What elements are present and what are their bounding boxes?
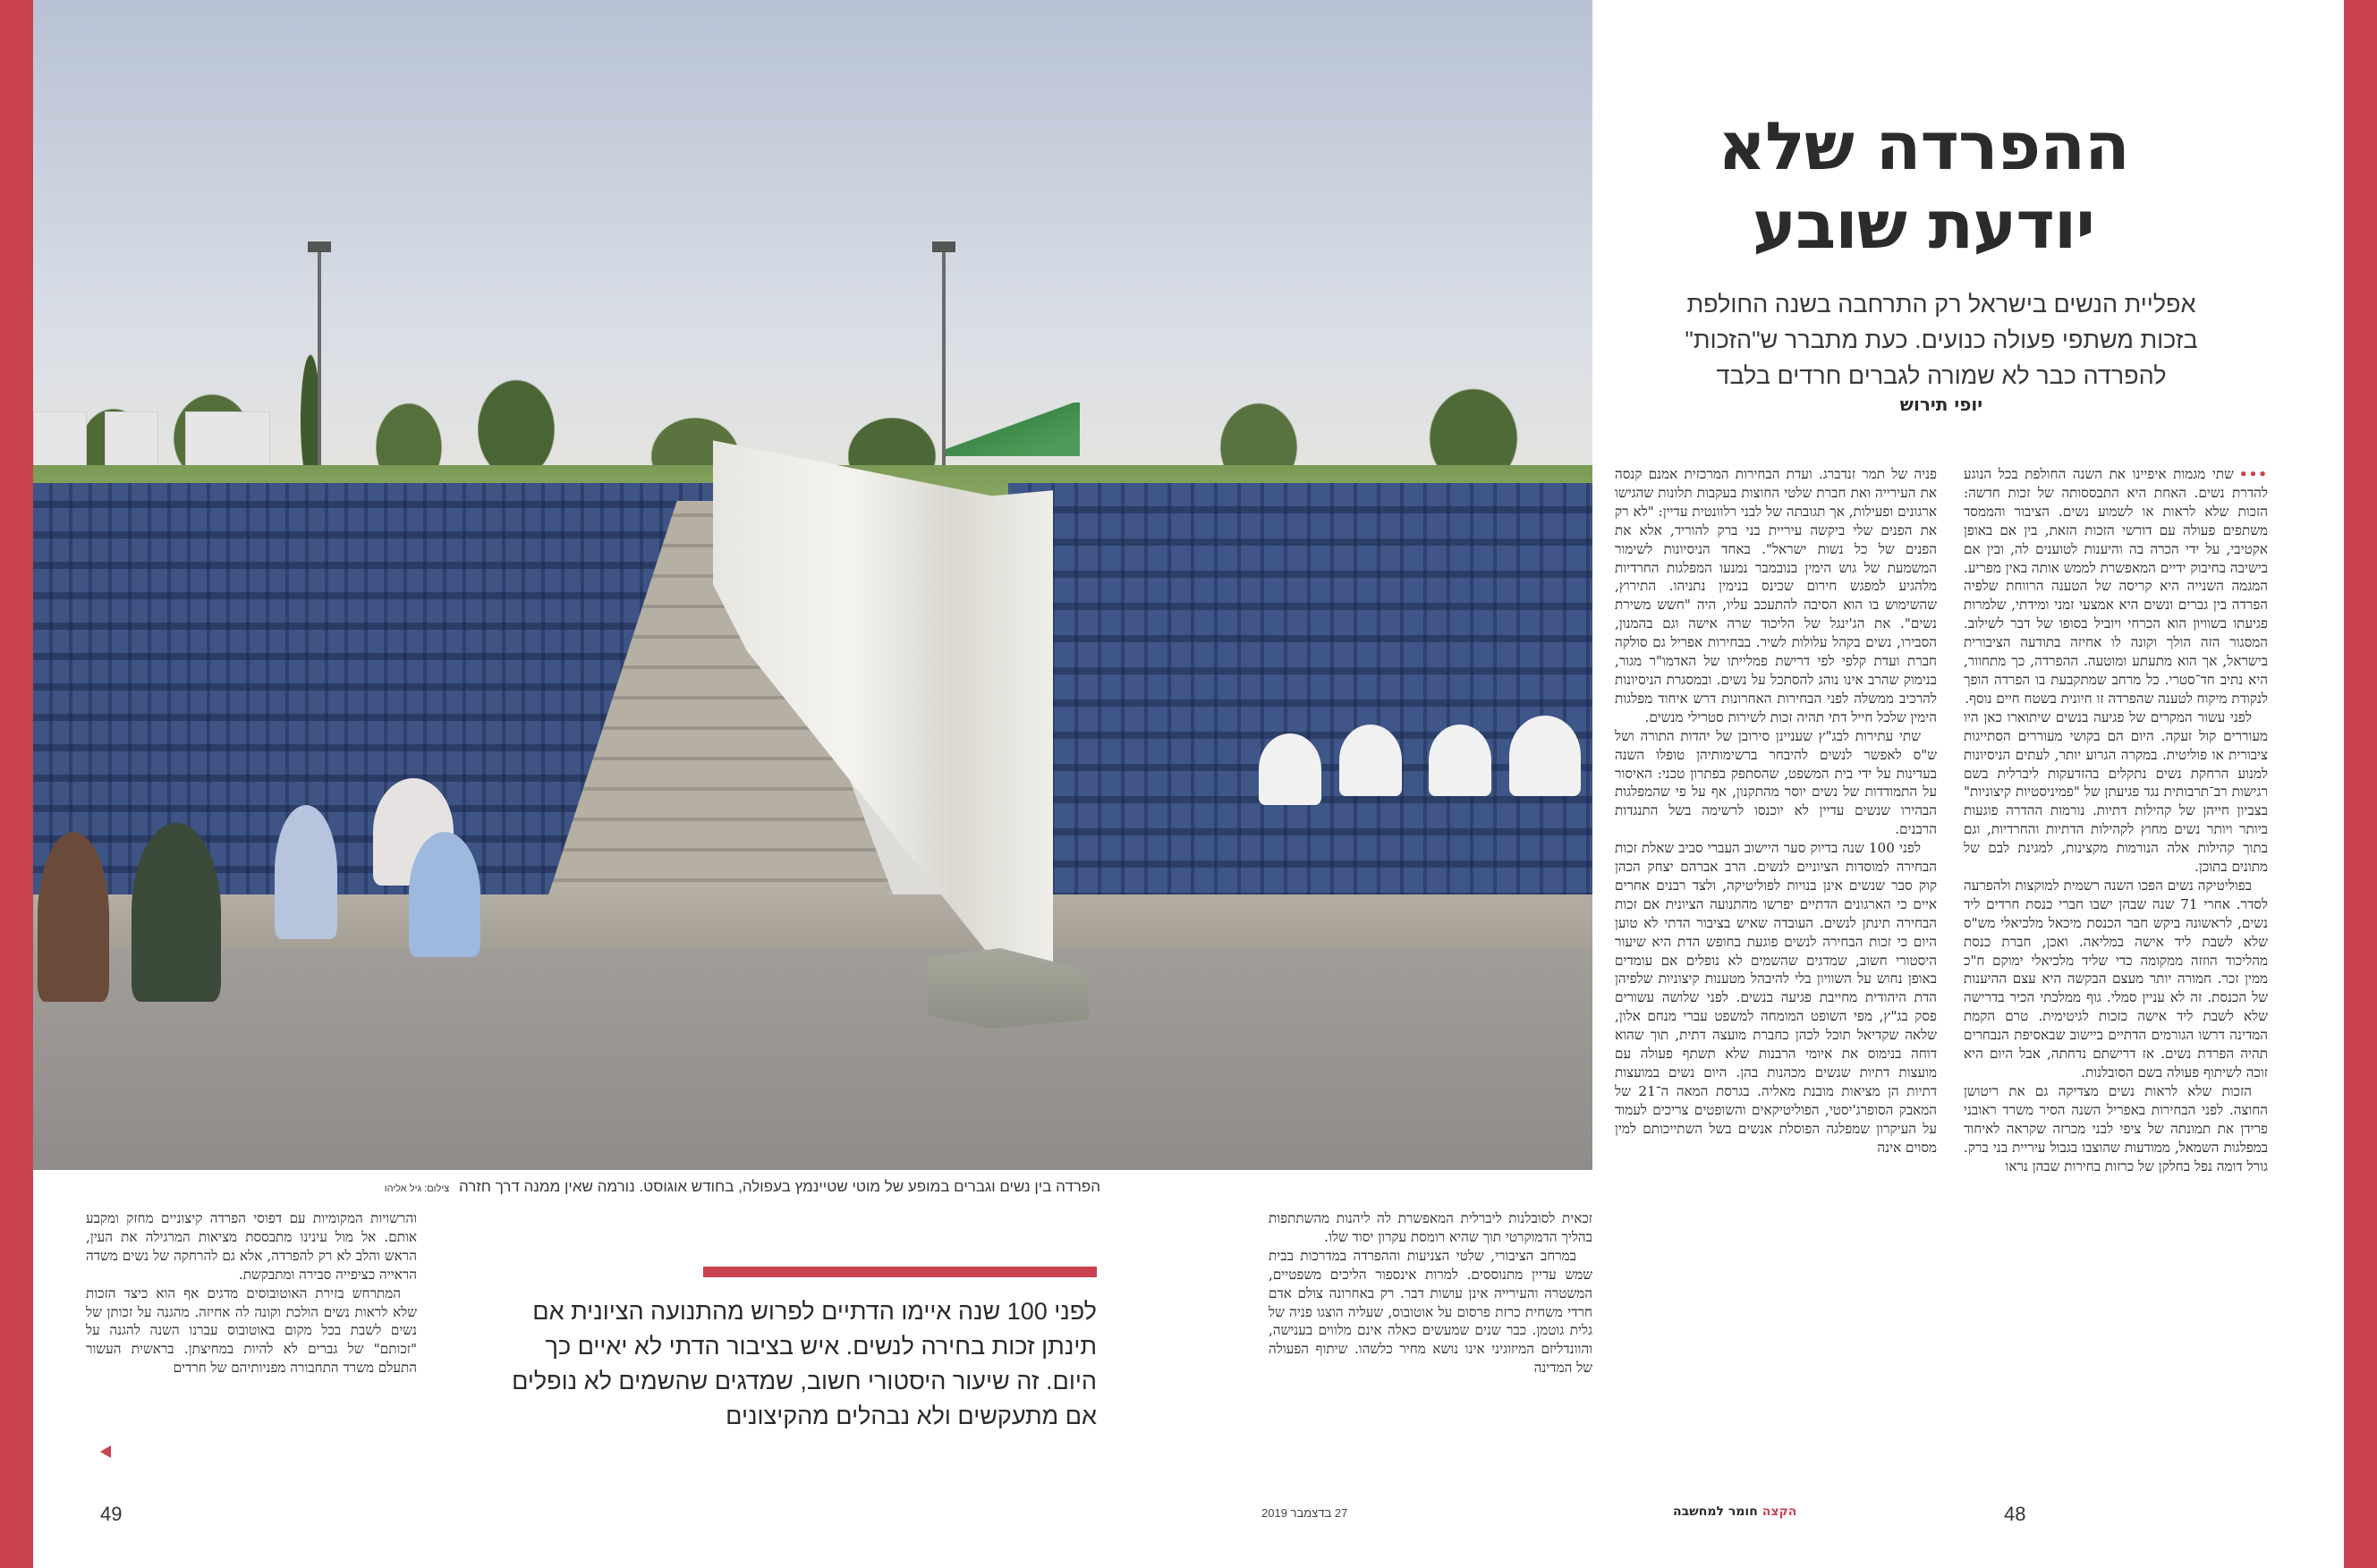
article-headline xyxy=(1682,107,2165,265)
photo-person xyxy=(1429,725,1491,796)
paragraph: •••שתי מגמות איפיינו את השנה החולפת בכל הנוגע להדרת נשים. האחת היא התבססותה של זכות חדשה: הזכות שלא לראות או לשמוע נשים. הציבור והממסד משתפים פעולה עם דורשי הזכות הזאת, בין אם באופן אקטיבי, על ידי הכרה בה והיענות לטוענים לה, ובין אם בישיבה בחיבוק ידיים המאפשרת לממש אותה באין מפריע. המגמה השנייה היא קריסה של הטענה הרווחת שלפיה הפרדה בין גברים ונשים היא אמצעי זמני ומידתי, שלמרות פגיעתו בשוויון הוא הכרחי ויוביל בסופו של דבר לשילוב. המסגור הזה הולך וקונה לו אחיזה בתודעה הציבורית בישראל, אך הוא מתעתע ומוטעה. ההפרדה, כך מתחוור, היא נתיב חד־סטרי. כל מרחב שמתקבעת בו הפרדה הופך לנקודת מיקוח לטענה שהפרדה זו חיונית בשטח חיים נוסף. xyxy=(1964,466,2268,707)
photo-ground xyxy=(33,948,1592,1170)
section-brand: הקצה xyxy=(1762,1504,1797,1519)
section-tag xyxy=(1673,1504,1796,1519)
photo-front-step xyxy=(33,894,1592,948)
article-photo xyxy=(33,0,1592,1170)
body-column-left-3 xyxy=(86,1209,417,1460)
body-column-right-1 xyxy=(1964,465,2268,1476)
end-of-article-triangle-icon xyxy=(100,1445,111,1458)
photo-person xyxy=(1339,725,1402,796)
body-column-left-1 xyxy=(1269,1209,1592,1460)
headline-line-1: ההפרדה שלא xyxy=(1718,108,2129,185)
photo-seats-right xyxy=(1008,483,1592,957)
paragraph: המתרחש בזירת האוטובוסים מדגים אף הוא כיצד הזכות שלא לראות נשים הולכת וקונה לה אחיזה. מהגנה על זכותן של נשים לשבת בכל מקום באוטובוס עברנו השנה להגנה על "זכותם" של גברים לא להיות במחיצתן. בראשית העשור התעלם משרד התחבורה מפניותיהם של חרדים xyxy=(86,1284,417,1377)
paragraph: פניה של תמר זנדברג. ועדת הבחירות המרכזית אמנם קנסה את העירייה ואת חברת שלטי החוצות בעקבות תלונות שהגישו ארגונים ופעילות, אך תגובתה של לבני רלוונטית עדיין: "לא רק את הפנים שלי ביקשה עיריית בני ברק להוריד, אלא את הפנים של כל נשות ישראל". באחד הניסיונות לשימור המשמעת של גוש הימין בנובמבר נמנעו המפלגות החרדיות מלהגיע למפגש חירום שכינס בנימין נתניהו. התירוץ, שהשימוש בו הוא הסיבה להתעכב עליו, היה "חשש משירת נשים". את הג'ינגל של הליכוד שרה אישה וגם בהמנון, הסבירו, נשים בקהל עלולות לשיר. בבחירות אפריל גם סולקה חברת ועדת קלפי לפי דרישת פמלייתו של האדמו"ר מגור, בנימוק שהרב אינו נוהג להסתכל על נשים. ובמסגרת הניסיונות להרכיב ממשלה לפני הבחירות האחרונות דרש איחוד מפלגות הימין שלכל חייל דתי תהיה זכות לשירות סטרילי מנשים. xyxy=(1615,466,1937,725)
paragraph: שתי עתירות לבג"ץ שעניינן סירובן של יהדות התורה ושל ש"ס לאפשר לנשים להיבחר ברשימותיהן טופלו השנה בעדינות על ידי בית המשפט, שהסתפק בפתרון טכני: האיסור על התמודדות של נשים יוסר מהתקנון, אף על פי שהמפלגות הבהירו שנשים עדיין לא יוכנסו לרשימה בשל התנגדות הרבנים. xyxy=(1615,727,1937,838)
photo-person xyxy=(409,832,480,957)
page-number-right: 48 xyxy=(2004,1503,2026,1525)
page-number-left: 49 xyxy=(100,1503,123,1525)
caption-text: הפרדה בין נשים וגברים במופע של מוטי שטיינמץ בעפולה, בחודש אוגוסט. נורמה שאין ממנה דרך חזרה xyxy=(458,1178,1100,1195)
photo-green-tent xyxy=(946,403,1080,456)
paragraph: בפוליטיקה נשים הפכו השנה רשמית למוקצות ולהפרעה לסדר. אחרי 71 שנה שבהן ישבו חברי כנסת חרדים ליד נשים, לראשונה ביקש חבר הכנסת מיכאל מלכיאלי מש"ס שלא לשבת ליד אישה במליאה. ואכן, חברת כנסת מהליכוד הוזזה ממקומה כדי שליד מלכיאלי ימוקם ח"כ ממין זכר. חמורה יותר מעצם הבקשה היא עצם ההיענות של הכנסת. זה לא עניין סמלי. גוף ממלכתי הכיר בדרישה שלא לשבת ליד אישה כזכות לגיטימית. טרם הקמת המדינה דרשו הגורמים הדתיים ביישוב שבאסיפת הנבחרים תהיה הפרדת נשים. אז דרישתם נדחתה, אבל היום היא זוכה לשיתוף פעולה בשם הסובלנות. xyxy=(1964,877,2268,1081)
paragraph: והרשויות המקומיות עם דפוסי הפרדה קיצוניים מחזק ומקבע אותם. אל מול עינינו מתבססת מציאות המרגילה את העין, הראש והלב לא רק להפרדה, אלא גם להרחקה של נשים משדה הראייה כציפייה סבירה ומתבקשת. xyxy=(86,1210,417,1283)
article-subhead: אפליית הנשים בישראל רק התרחבה בשנה החולפת בזכות משתפי פעולה כנועים. כעת מתברר ש"הזכות" להפרדה כבר לא שמורה לגברים חרדים בלבד xyxy=(1685,291,2198,389)
headline-line-2: יודעת שובע xyxy=(1752,187,2095,264)
photo-person xyxy=(1259,733,1321,805)
paragraph: לפני עשור המקרים של פגיעה בנשים שיתוארו כאן היו מעוררים קול זעקה. היום הם בקושי מעוררים הסתייגות ציבורית או פוליטית. במקרה הגרוע יותר, לעתים הניסיונות למנוע הרחקת נשים נתקלים בהזדעקות ליברלית בשם רגישות רב־תרבותית נגד פגיעתן של "פמיניסטיות קיצוניות" בצביון חייהן של קהילות דתיות. נורמות ההדרה פוגעות ביותר ויותר נשים מחוץ לקהילות הדתיות והחרדיות, וגם בתוך קהילות אלה הנורמות מקצינות, למגינת לבם של מתונים בתוכן. xyxy=(1964,708,2268,876)
paragraph: במרחב הציבורי, שלטי הצניעות וההפרדה במדרכות בבית שמש עדיין מתנוססים. למרות אינספור הליכים משפטיים, המשטרה והעירייה אינן עושות דבר. רק באחרונה צולם אדם חרדי משחית כרזת פרסום על אוטובוס, שעליה הוצגו פניה של גלית גוטמן. כבר שנים שמעשים כאלה אינם מלווים בענישה, והוונדליזם המיזוגיני אינו נושא מחיר כלשהו. שיתוף הפעולה של המדינה xyxy=(1269,1247,1592,1377)
photo-person xyxy=(38,832,109,1002)
paragraph: זכאית לסובלנות ליברלית המאפשרת לה ליהנות מהשתתפות בהליך הדמוקרטי תוך שהיא רומסת עקרון יסוד שלו. xyxy=(1269,1210,1592,1245)
photo-person xyxy=(1509,716,1581,796)
left-page-edge-bar xyxy=(0,0,33,1568)
section-name: חומר למחשבה xyxy=(1673,1504,1758,1519)
photo-person xyxy=(275,805,337,939)
paragraph: הזכות שלא לראות נשים מצדיקה גם את ריטושן החוצה. לפני הבחירות באפריל השנה הסיר משרד ראובני פרידן את תמונתה של ציפי לבני מכרזה שקראה לאיחוד במפלגות השמאל, ממודעות שהוצבו בגבול עיריית בני ברק. גורל דומה נפל בחלקן של כרזות בחירות שבהן נראו xyxy=(1964,1082,2268,1174)
photo-person xyxy=(132,823,221,1002)
photo-caption xyxy=(367,1178,1100,1196)
photo-credit: צילום: גיל אליהו xyxy=(384,1183,450,1194)
right-page-edge-bar xyxy=(2344,0,2377,1568)
article-byline: יופי תירוש xyxy=(1899,394,1983,415)
pull-quote-rule xyxy=(703,1267,1097,1277)
lead-dots-icon: ••• xyxy=(2238,466,2268,482)
issue-date: 27 בדצמבר 2019 xyxy=(1261,1506,1348,1520)
photo-light-fixture xyxy=(932,242,955,252)
photo-light-pole xyxy=(318,246,321,479)
body-column-right-2 xyxy=(1615,465,1937,1476)
pull-quote: לפני 100 שנה איימו הדתיים לפרוש מהתנועה הציונית אם תינתן זכות בחירה לנשים. איש בציבור הדתי לא יאיים כך היום. זה שיעור היסטורי חשוב, שמדגים שהשמים לא נופלים אם מתעקשים ולא נבהלים מהקיצונים xyxy=(512,1298,1097,1429)
paragraph: לפני 100 שנה בדיוק סער היישוב העברי סביב שאלת זכות הבחירה למוסדות הציוניים לנשים. הרב אברהם יצחק הכהן קוק סבר שנשים אינן בנויות לפוליטיקה, ולצד רבנים אחרים איים כי הארגונים הדתיים יפרשו מהתנועה הציונית אם זכות הבחירה תינתן לנשים. העובדה שאיש בציבור הדתי לא טוען היום כי זכות הבחירה לנשים פוגעת בחופש הדת היא שיעור היסטורי חשוב, שמדגים שהשמים לא נופלים אם עומדים באופן נחוש על השוויון בלי להיבהל מטענות קיצוניות שלפיהן הדת היהודית מחייבת פגיעה בנשים. לפני שלושה עשורים פסק בג"ץ, מפי השופט המומחה למשפט עברי מנחם אלון, שלאה שקדיאל תוכל לכהן כחברת מועצה דתית, תוך שהוא דוחה בנימוס את איומי הרבנות שלא תשתף פעולה עם מועצות דתיות שנשים מכהנות בהן. היום נשים במועצות דתיות הן מציאות מובנת מאליה. בגרסת המאה ה־21 של המאבק הסופרג'יסטי, הפוליטיקאים והשופטים צריכים לעמוד על העיקרון שמפלגה הפוסלת אנשים בשל השתייכותם למין מסוים אינה xyxy=(1615,840,1937,1156)
photo-light-fixture xyxy=(308,242,331,252)
